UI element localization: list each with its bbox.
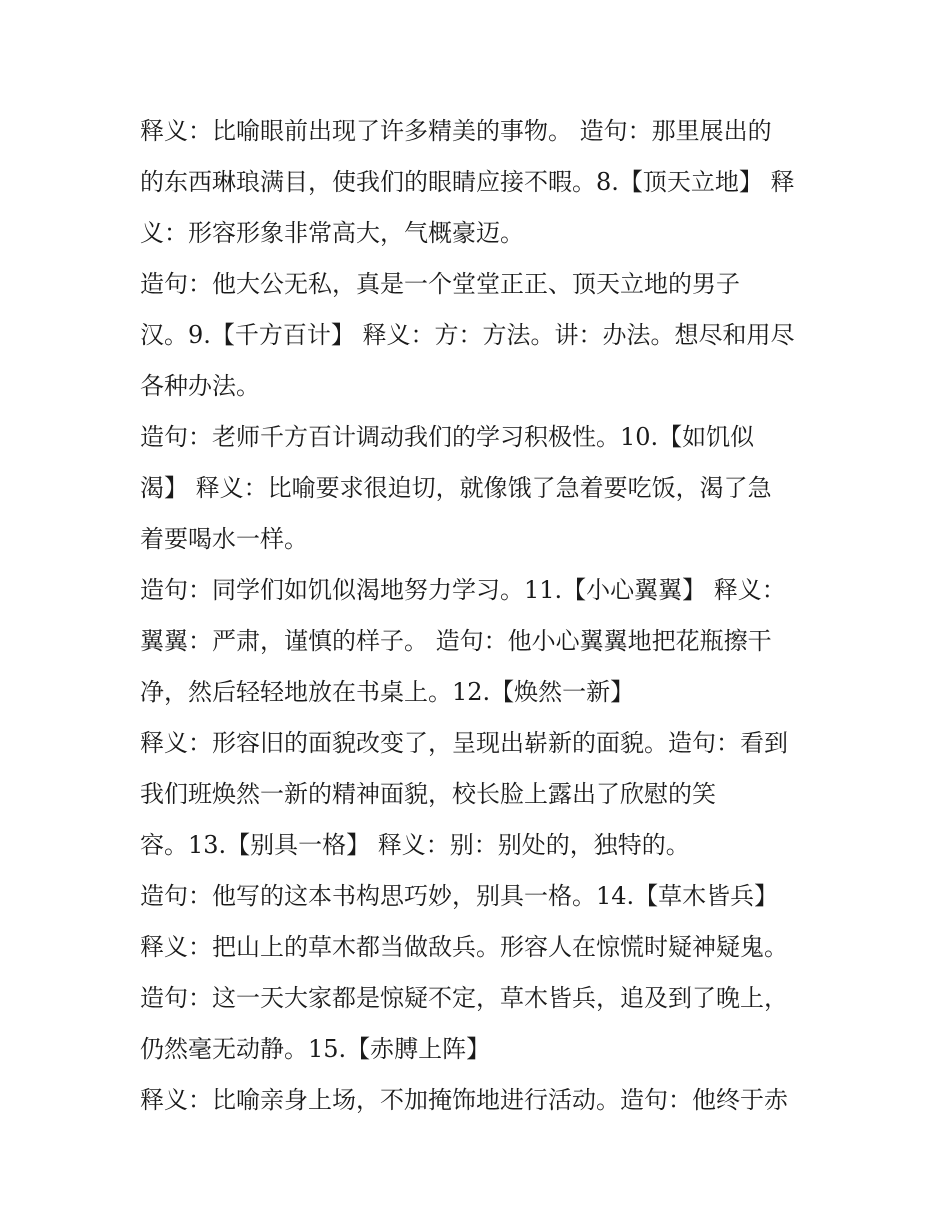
text-line: 释义：比喻亲身上场，不加掩饰地进行活动。造句：他终于赤 xyxy=(140,1086,788,1114)
text-line: 净，然后轻轻地放在书桌上。12.【焕然一新】 xyxy=(140,678,635,706)
text-line: 造句：他大公无私，真是一个堂堂正正、顶天立地的男子 xyxy=(140,270,740,298)
text-line: 着要喝水一样。 xyxy=(140,525,308,553)
text-line: 的东西琳琅满目，使我们的眼睛应接不暇。8.【顶天立地】 释 xyxy=(140,168,795,196)
text-line: 释义：把山上的草木都当做敌兵。形容人在惊慌时疑神疑鬼。 xyxy=(140,933,788,961)
text-line: 渴】 释义：比喻要求很迫切，就像饿了急着要吃饭，渴了急 xyxy=(140,474,772,502)
text-line: 义：形容形象非常高大，气概豪迈。 xyxy=(140,219,524,247)
text-line: 释义：比喻眼前出现了许多精美的事物。 造句：那里展出的 xyxy=(140,117,772,145)
text-line: 容。13.【别具一格】 释义：别：别处的，独特的。 xyxy=(140,831,690,859)
text-line: 造句：同学们如饥似渴地努力学习。11.【小心翼翼】 释义： xyxy=(140,576,786,604)
text-line: 仍然毫无动静。15.【赤膊上阵】 xyxy=(140,1035,491,1063)
text-line: 造句：老师千方百计调动我们的学习积极性。10.【如饥似 xyxy=(140,423,755,451)
text-line: 各种办法。 xyxy=(140,372,260,400)
text-line: 造句：他写的这本书构思巧妙，别具一格。14.【草木皆兵】 xyxy=(140,882,779,910)
text-line: 造句：这一天大家都是惊疑不定，草木皆兵，追及到了晚上， xyxy=(140,984,788,1012)
text-line: 翼翼：严肃，谨慎的样子。 造句：他小心翼翼地把花瓶擦干 xyxy=(140,627,772,655)
body-text xyxy=(140,106,830,1126)
text-line: 释义：形容旧的面貌改变了，呈现出崭新的面貌。造句：看到 xyxy=(140,729,788,757)
text-line: 汉。9.【千方百计】 释义：方：方法。讲：办法。想尽和用尽 xyxy=(140,321,795,349)
text-line: 我们班焕然一新的精神面貌，校长脸上露出了欣慰的笑 xyxy=(140,780,716,808)
